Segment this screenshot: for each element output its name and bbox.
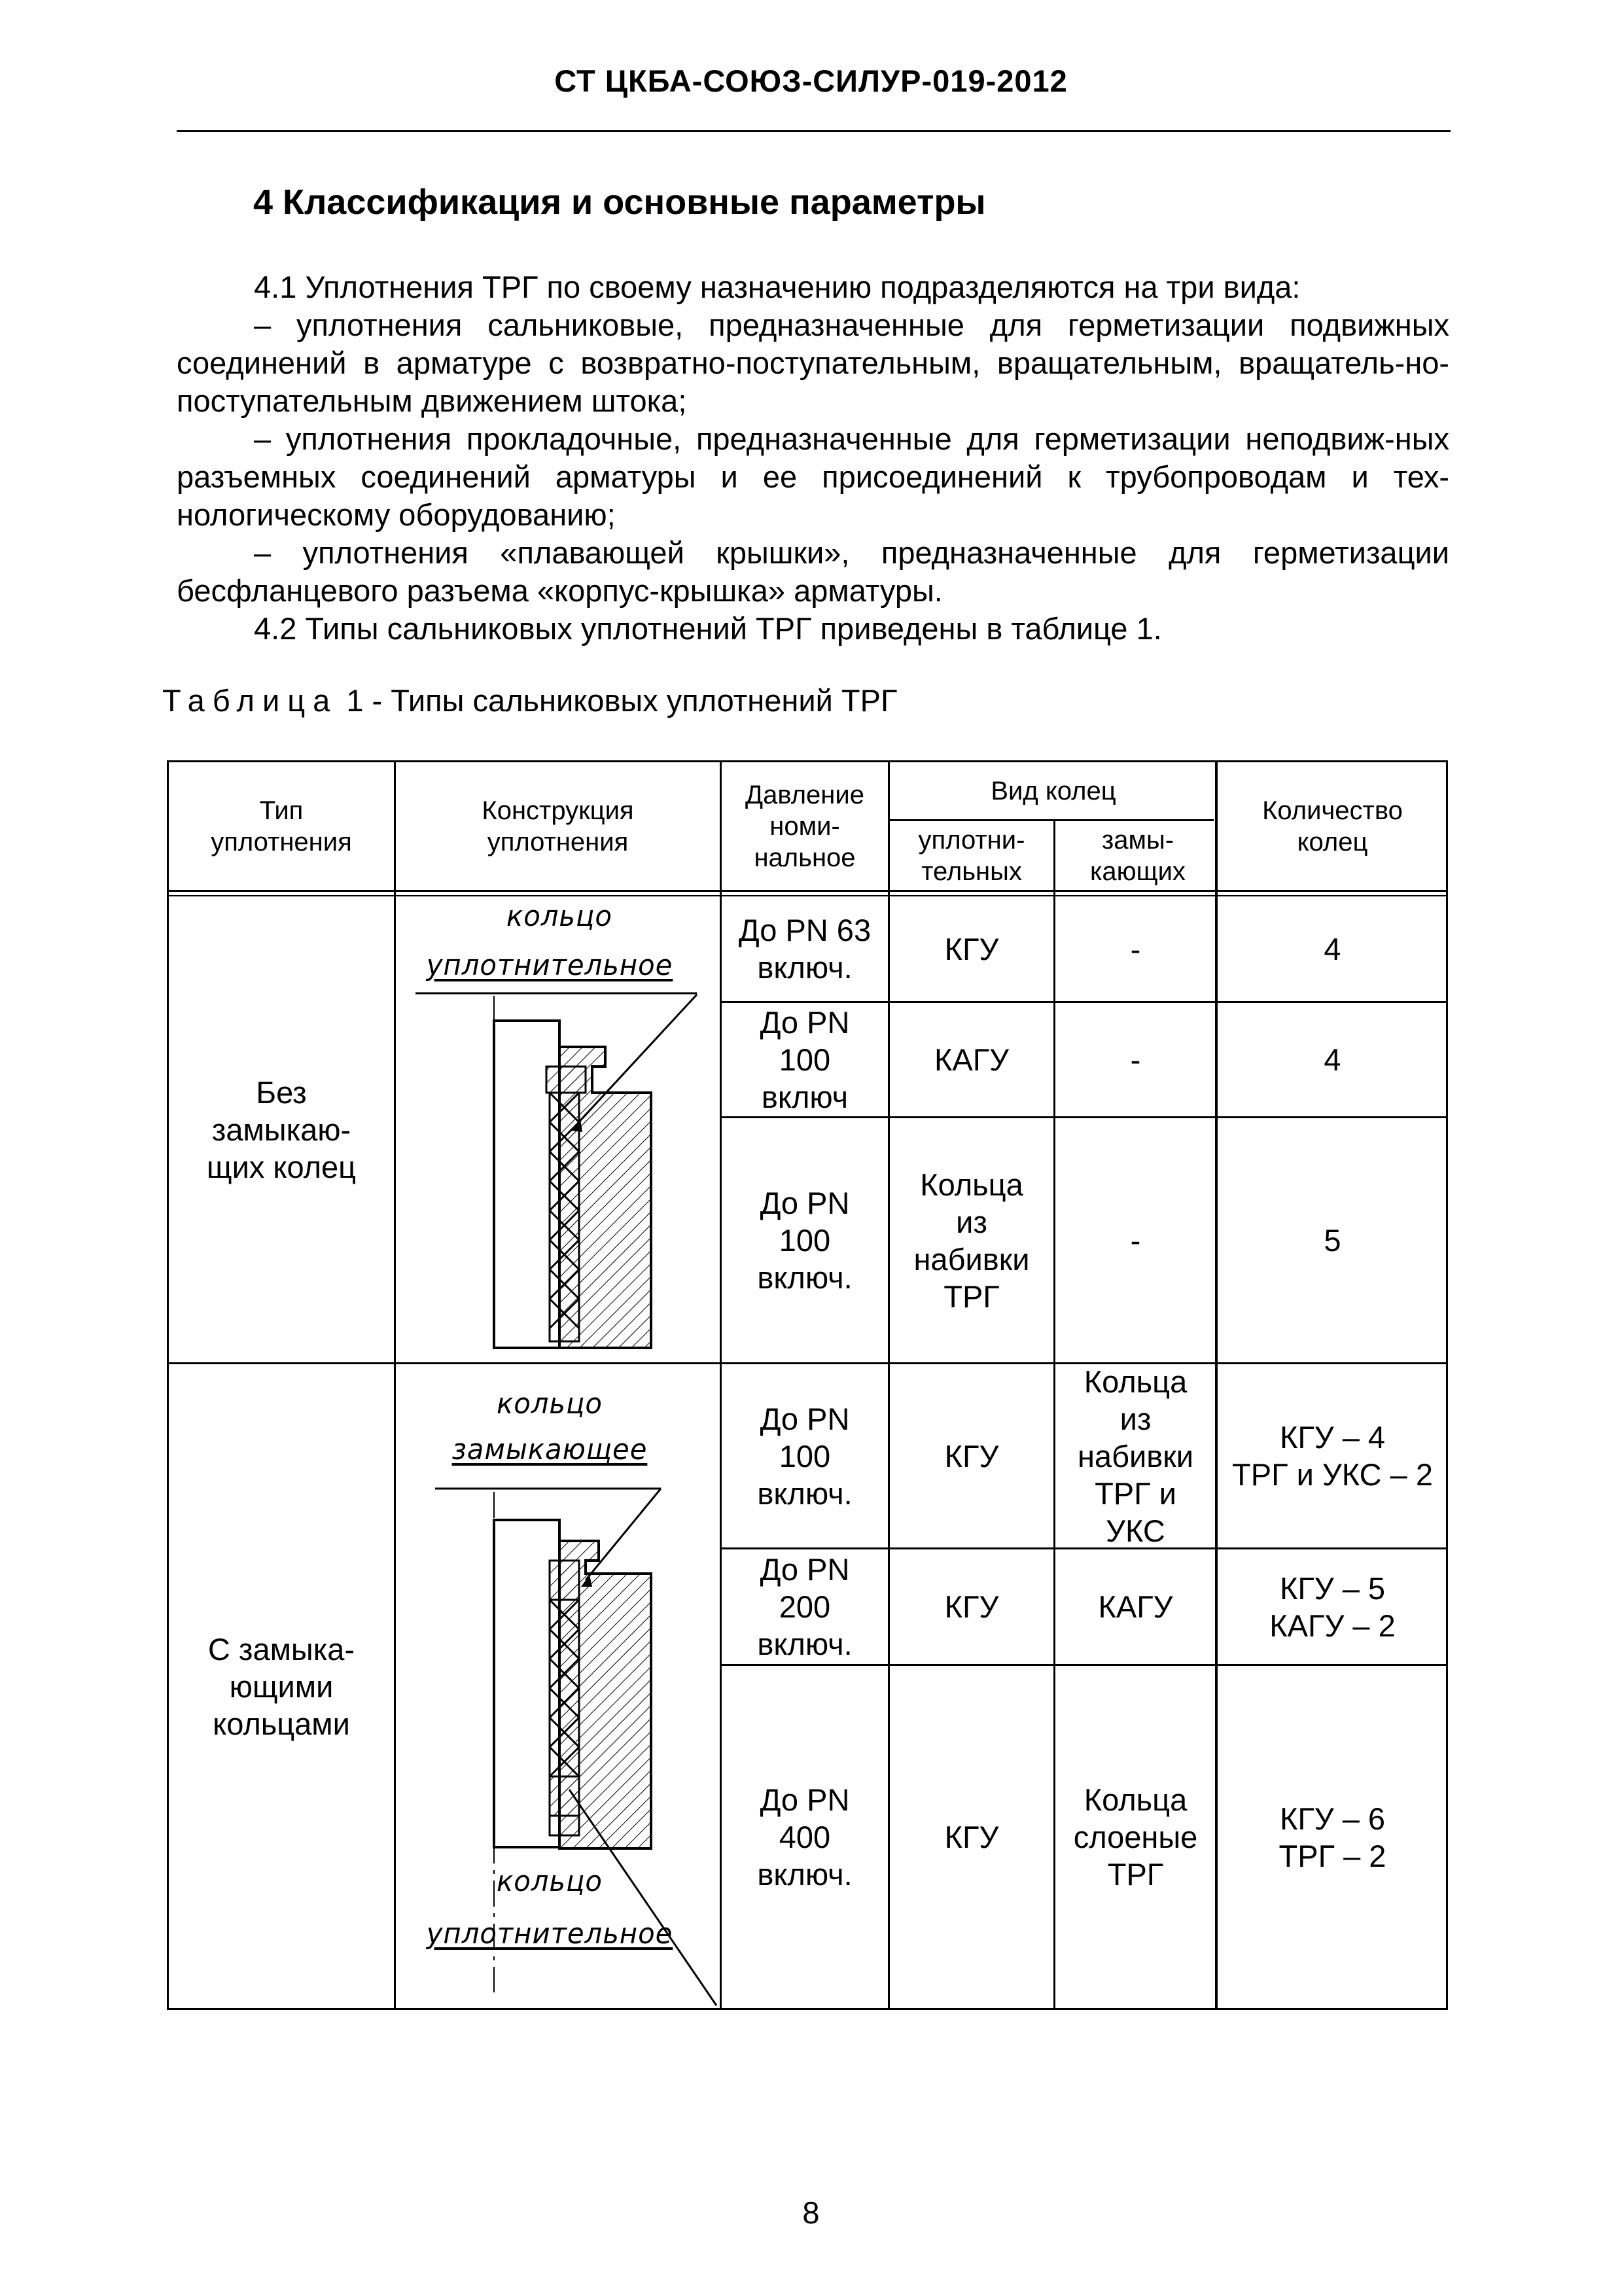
- closing-ring-cell: Кольца слоеные ТРГ: [1073, 1782, 1198, 1892]
- sealing-ring-cell: КАГУ: [934, 1042, 1010, 1077]
- document-header: СТ ЦКБА-СОЮЗ-СИЛУР-019-2012: [554, 63, 1068, 98]
- count-cell: КГУ – 6 ТРГ – 2: [1278, 1801, 1386, 1873]
- sealing-ring-cell: КГУ: [944, 1438, 999, 1474]
- sketch-label-sealing: уплотнительное: [426, 1917, 673, 1951]
- closing-ring-cell: -: [1130, 1042, 1141, 1077]
- paragraph-text: – уплотнения сальниковые, предназначенные для герметизации подвижных соединений в арматуре с возвратно-поступательным, вращательным, вращатель-но-поступательным движением штока;: [177, 308, 1449, 418]
- paragraph-4-2: [177, 610, 1449, 648]
- type-cell-with-closing: С замыка- ющими кольцами: [207, 1631, 355, 1741]
- sealing-ring-cell: Кольца из набивки ТРГ: [913, 1167, 1030, 1314]
- closing-ring-cell: -: [1130, 931, 1141, 966]
- pressure-cell: До PN 100 включ.: [757, 1186, 853, 1295]
- count-cell: 4: [1324, 1042, 1341, 1077]
- sketch-label-ring: кольцо: [506, 900, 612, 933]
- count-cell: КГУ – 5 КАГУ – 2: [1269, 1570, 1396, 1643]
- paragraph-text: 4.2 Типы сальниковых уплотнений ТРГ приведены в таблице 1.: [254, 611, 1162, 646]
- sketch-label-ring: кольцо: [497, 1865, 603, 1898]
- table-caption: [162, 682, 897, 718]
- pressure-cell: До PN 400 включ.: [757, 1782, 853, 1892]
- table-caption-text: 1 - Типы сальниковых уплотнений ТРГ: [338, 683, 898, 718]
- table-border-right-outer: [1446, 760, 1448, 2010]
- pressure-cell: До PN 200 включ.: [757, 1552, 853, 1661]
- sketch-label-sealing: уплотнительное: [426, 949, 673, 982]
- paragraph-4-1: [177, 268, 1449, 306]
- count-cell: КГУ – 4 ТРГ и УКС – 2: [1232, 1420, 1433, 1492]
- header-rule-right-1: [1216, 890, 1448, 892]
- pressure-cell: До PN 63 включ.: [738, 913, 872, 985]
- sketch-label-closing: замыкающее: [451, 1433, 648, 1466]
- paragraph-text: 4.1 Уплотнения ТРГ по своему назначению подразделяются на три вида:: [254, 270, 1301, 304]
- page-number: 8: [802, 2195, 820, 2230]
- closing-ring-cell: Кольца из набивки ТРГ и УКС: [1077, 1364, 1194, 1548]
- header-type: Тип уплотнения: [211, 796, 352, 857]
- sealing-ring-cell: КГУ: [944, 931, 999, 966]
- section-title: 4 Классификация и основные параметры: [253, 183, 986, 222]
- sealing-ring-cell: КГУ: [944, 1589, 999, 1624]
- type-cell-without-closing: Без замыкаю- щих колец: [206, 1074, 357, 1184]
- header-sealing-rings: уплотни- тельных: [918, 825, 1025, 886]
- header-rule-1: [167, 890, 1217, 892]
- table-caption-word: Таблица: [162, 683, 338, 718]
- header-pressure: Давление номи- нальное: [745, 780, 864, 872]
- header-rings: Вид колец: [991, 776, 1116, 805]
- sketch-label-ring: кольцо: [497, 1387, 603, 1421]
- header-design: Конструкция уплотнения: [482, 796, 634, 857]
- paragraph-gasket-seals: [177, 420, 1449, 534]
- paragraph-floating-cover-seals: [177, 534, 1449, 610]
- header-count: Количество колец: [1262, 796, 1403, 857]
- pressure-cell: До PN 100 включ: [760, 1005, 850, 1114]
- paragraph-text: – уплотнения «плавающей крышки», предназначенные для герметизации бесфланцевого разъема «корпус-крышка» арматуры.: [177, 535, 1449, 608]
- header-closing-rings: замы- кающих: [1090, 825, 1186, 886]
- closing-ring-cell: КАГУ: [1098, 1589, 1173, 1624]
- count-cell: 5: [1324, 1223, 1341, 1258]
- sealing-ring-cell: КГУ: [944, 1820, 999, 1854]
- paragraph-text: – уплотнения прокладочные, предназначенные для герметизации неподвиж-ных разъемных соединений арматуры и ее присоединений к трубопроводам и тех-нологическому оборудованию;: [177, 421, 1449, 532]
- count-cell: 4: [1324, 931, 1341, 966]
- table-border-bottom-right: [1216, 2008, 1448, 2010]
- pressure-cell: До PN 100 включ.: [757, 1401, 853, 1511]
- closing-ring-cell: -: [1130, 1223, 1141, 1258]
- paragraph-gland-seals: [177, 306, 1449, 420]
- table-border-bottom: [167, 2008, 1217, 2010]
- header-rule: [177, 130, 1451, 132]
- col-divider-count: [1216, 760, 1218, 2010]
